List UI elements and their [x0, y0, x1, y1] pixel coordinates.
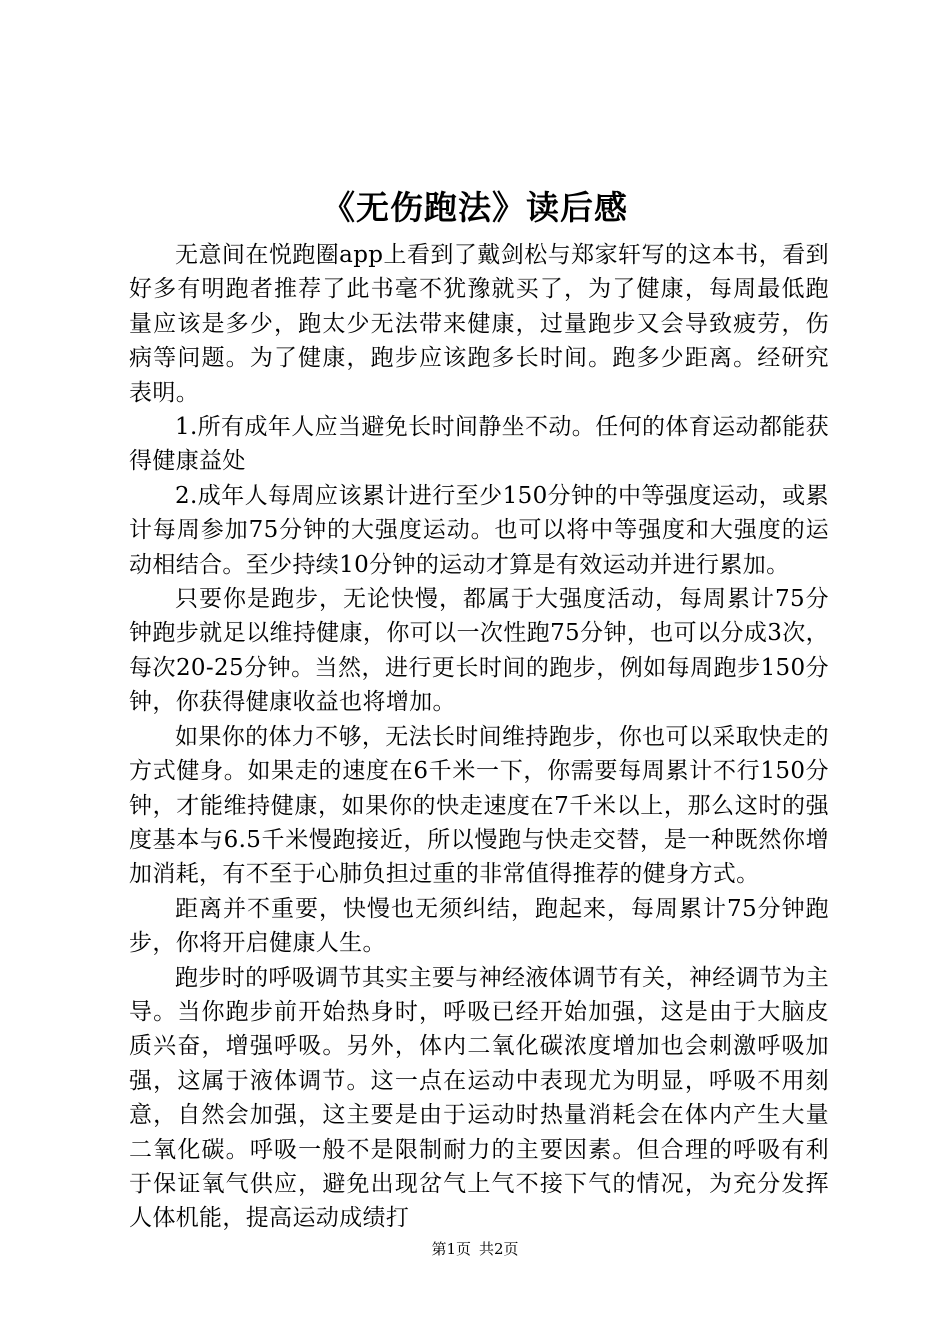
document-title: 《无伤跑法》读后感: [322, 188, 628, 227]
paragraph-breathing: 跑步时的呼吸调节其实主要与神经液体调节有关，神经调节为主导。当你跑步前开始热身时，呼吸已经开始加强，这是由于大脑皮质兴奋，增强呼吸。另外，体内二氧化碳浓度增加也会刺激呼吸加强，这属于液体调节。这一点在运动中表现尤为明显，呼吸不用刻意，自然会加强，这主要是由于运动时热量消耗会在体内产生大量二氧化碳。呼吸一般不是限制耐力的主要因素。但合理的呼吸有利于保证氧气供应，避免出现岔气上气不接下气的情况，为充分发挥人体机能，提高运动成绩打: [129, 964, 829, 1232]
paragraph-distance: 距离并不重要，快慢也无须纠结，跑起来，每周累计75分钟跑步，你将开启健康人生。: [129, 895, 829, 957]
page-number: 第1页: [431, 1240, 471, 1258]
document-body: [129, 238, 829, 1236]
page-total: 共2页: [479, 1240, 519, 1258]
paragraph-walking: 如果你的体力不够，无法长时间维持跑步，你也可以采取快走的方式健身。如果走的速度在6千米一下，你需要每周累计不行150分钟，才能维持健康，如果你的快走速度在7千米以上，那么这时的强度基本与6.5千米慢跑接近，所以慢跑与快走交替，是一种既然你增加消耗，有不至于心肺负担过重的非常值得推荐的健身方式。: [129, 723, 829, 888]
paragraph-intro: 无意间在悦跑圈app上看到了戴剑松与郑家轩写的这本书，看到好多有明跑者推荐了此书毫不犹豫就买了，为了健康，每周最低跑量应该是多少，跑太少无法带来健康，过量跑步又会导致疲劳，伤病等问题。为了健康，跑步应该跑多长时间。跑多少距离。经研究表明。: [129, 242, 829, 406]
paragraph-point-2: 2.成年人每周应该累计进行至少150分钟的中等强度运动，或累计每周参加75分钟的大强度运动。也可以将中等强度和大强度的运动相结合。至少持续10分钟的运动才算是有效运动并进行累加。: [129, 482, 829, 578]
page-footer: [0, 1239, 950, 1259]
paragraph-point-1: 1.所有成年人应当避免长时间静坐不动。任何的体育运动都能获得健康益处: [129, 414, 829, 475]
paragraph-running: 只要你是跑步，无论快慢，都属于大强度活动，每周累计75分钟跑步就足以维持健康，你可以一次性跑75分钟，也可以分成3次，每次20-25分钟。当然，进行更长时间的跑步，例如每周跑步150分钟，你获得健康收益也将增加。: [129, 586, 829, 716]
